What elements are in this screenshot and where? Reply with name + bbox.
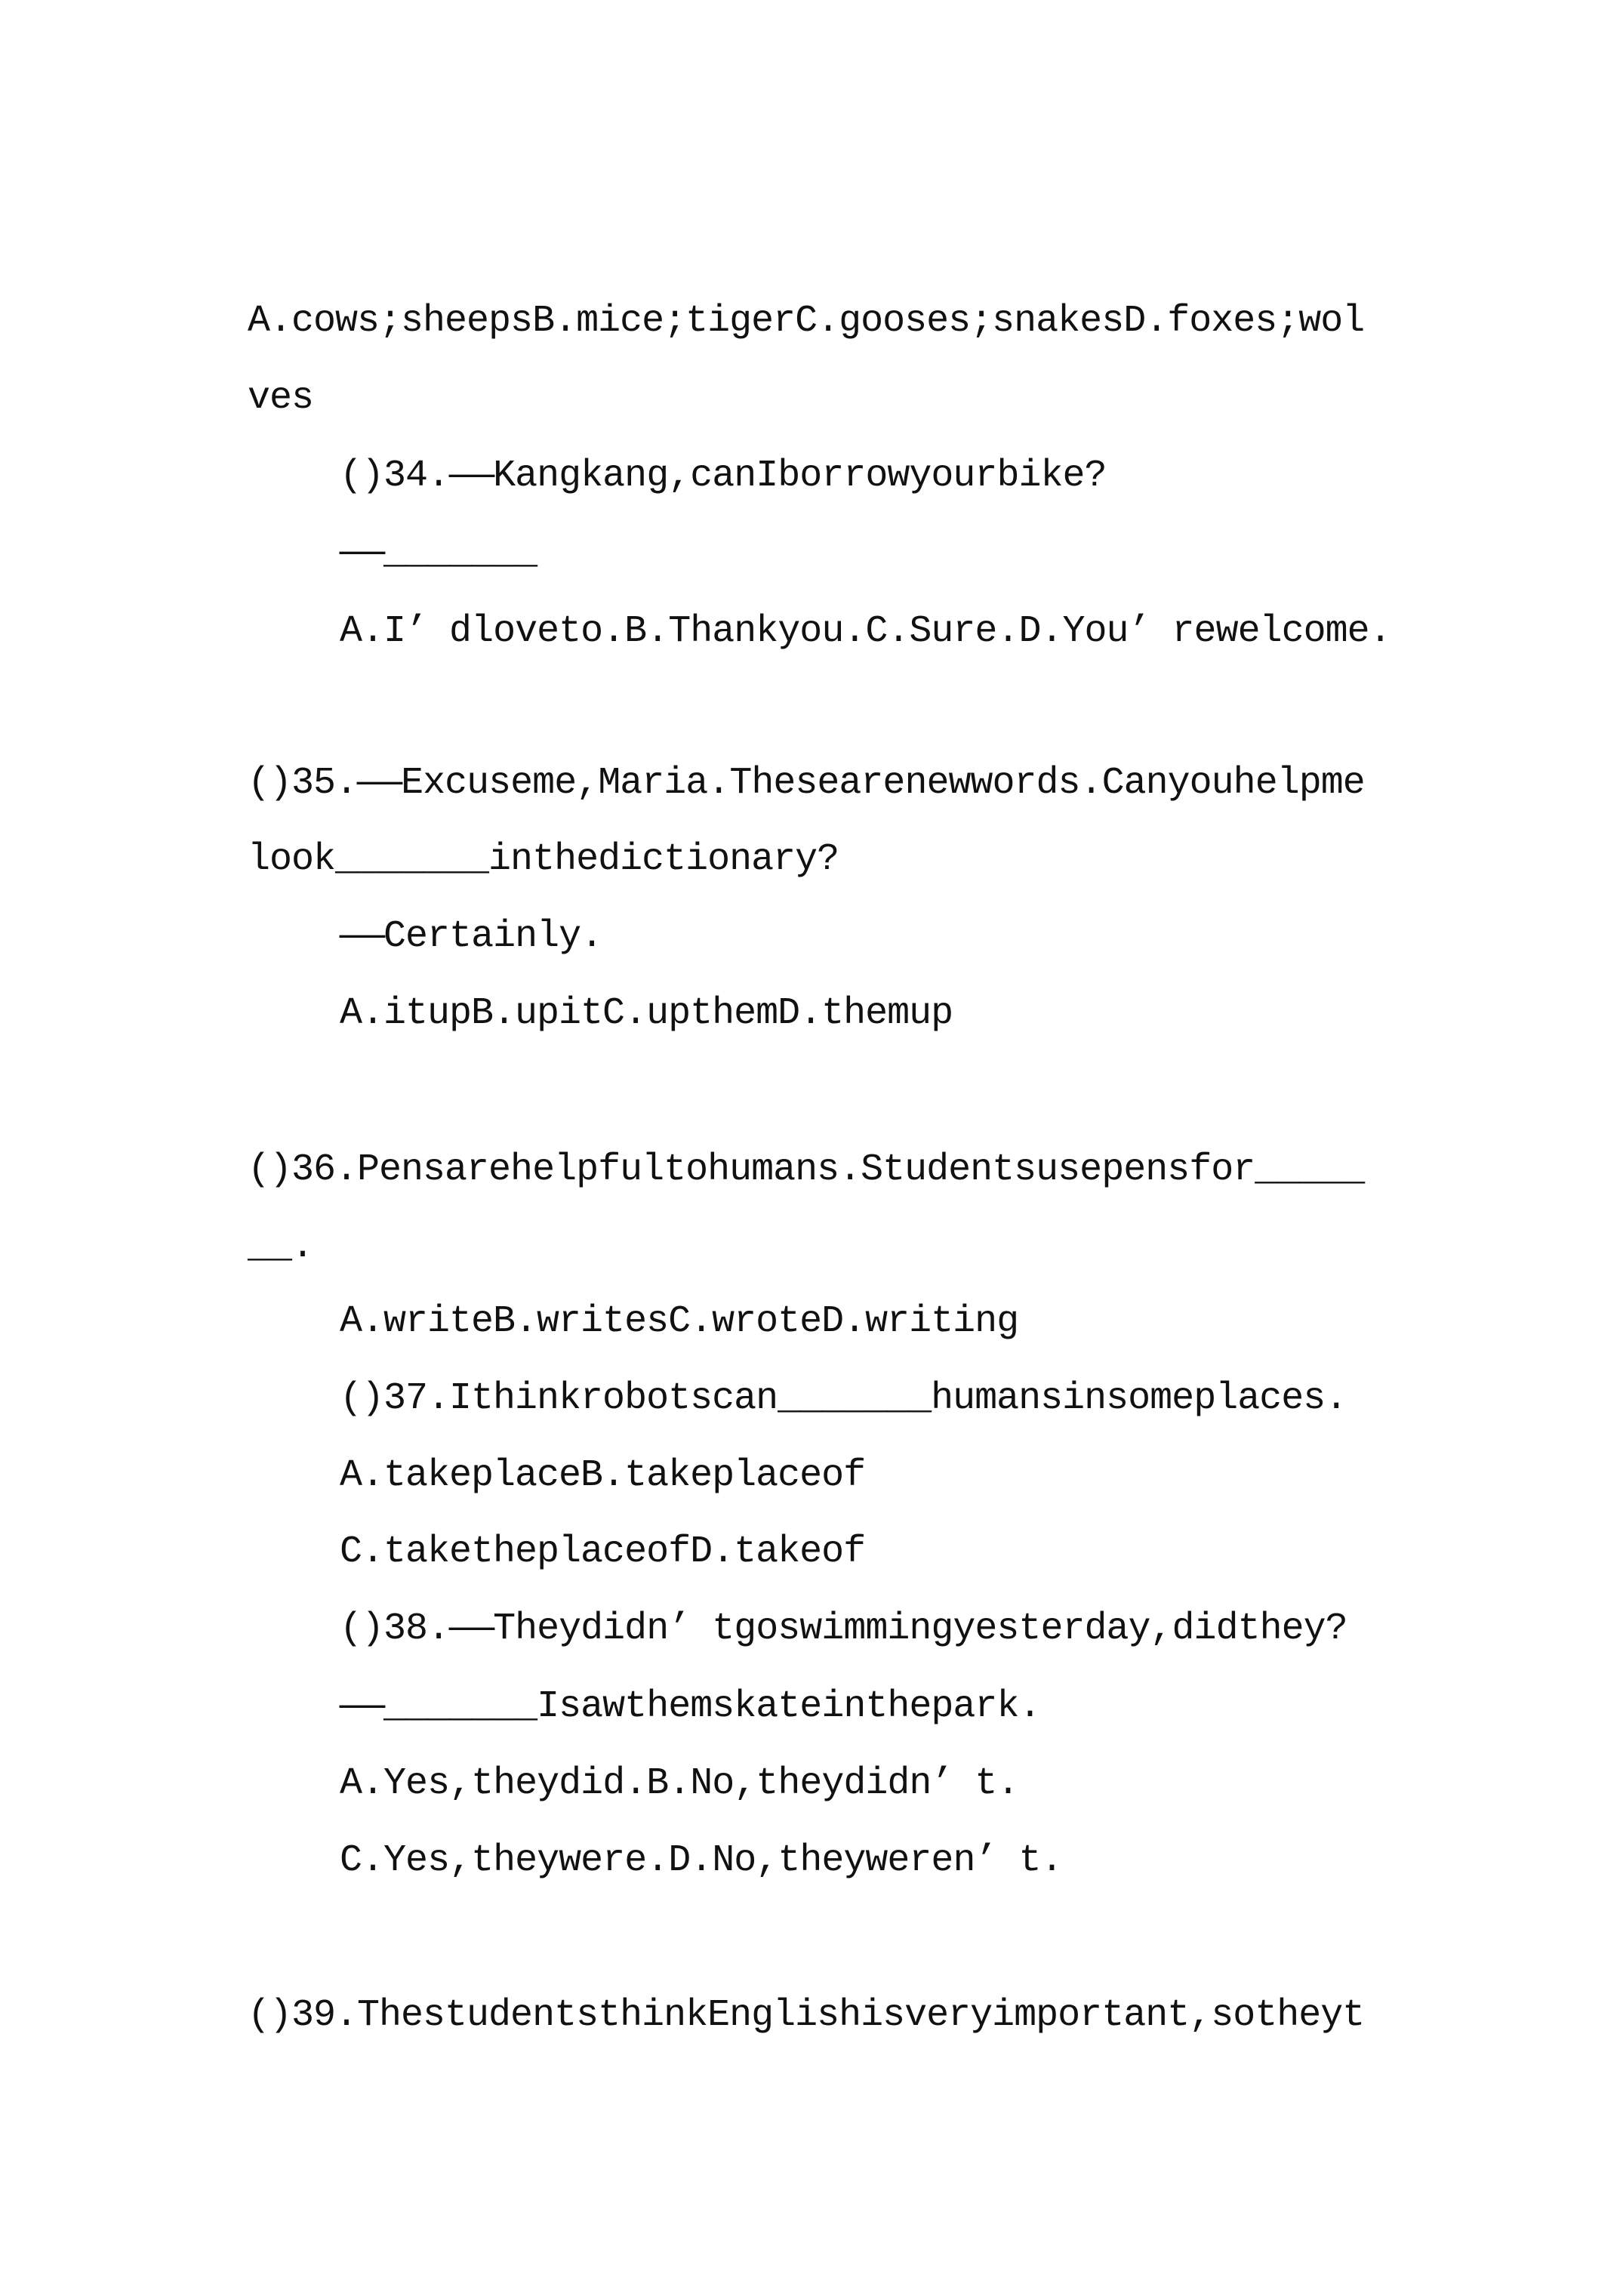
prev-question-options-line: A.cows;sheepsB.mice;tigerC.gooses;snakesD.foxes;wol [248,300,1365,343]
question-37-stem: ()37.Ithinkrobotscan_______humansinsomeplaces. [340,1377,1347,1420]
prev-question-options-wrap: ves [248,377,314,420]
question-36-stem-wrap: __. [248,1225,314,1268]
question-37-options-ab: A.takeplaceB.takeplaceof [340,1454,866,1497]
question-38-stem: ()38.—Theydidn’ tgoswimmingyesterday,didthey? [340,1607,1347,1650]
question-35-stem: ()35.—Excuseme,Maria.Thesearenewwords.Canyouhelpme [248,762,1365,805]
question-35-reply: —Certainly. [339,915,603,958]
question-34-reply-blank: —_______ [339,532,537,575]
question-38-options-cd: C.Yes,theywere.D.No,theyweren’ t. [340,1839,1063,1882]
question-38-reply-blank: —_______Isawthemskateinthepark. [339,1685,1041,1728]
question-34-options: A.I’ dloveto.B.Thankyou.C.Sure.D.You’ rewelcome. [340,610,1391,653]
question-35-options: A.itupB.upitC.upthemD.themup [340,992,953,1035]
question-38-options-ab: A.Yes,theydid.B.No,theydidn’ t. [340,1762,1019,1805]
question-37-options-cd: C.taketheplaceofD.takeof [340,1530,866,1573]
question-34-stem: ()34.—Kangkang,canIborrowyourbike? [340,455,1107,498]
question-39-stem: ()39.ThestudentsthinkEnglishisveryimportant,sotheyt [248,1994,1365,2037]
question-36-stem: ()36.Pensarehelpfultohumans.Studentsusepensfor_____ [248,1148,1365,1191]
question-36-options: A.writeB.writesC.wroteD.writing [340,1300,1019,1343]
question-35-stem-wrap: look_______inthedictionary? [248,838,839,881]
